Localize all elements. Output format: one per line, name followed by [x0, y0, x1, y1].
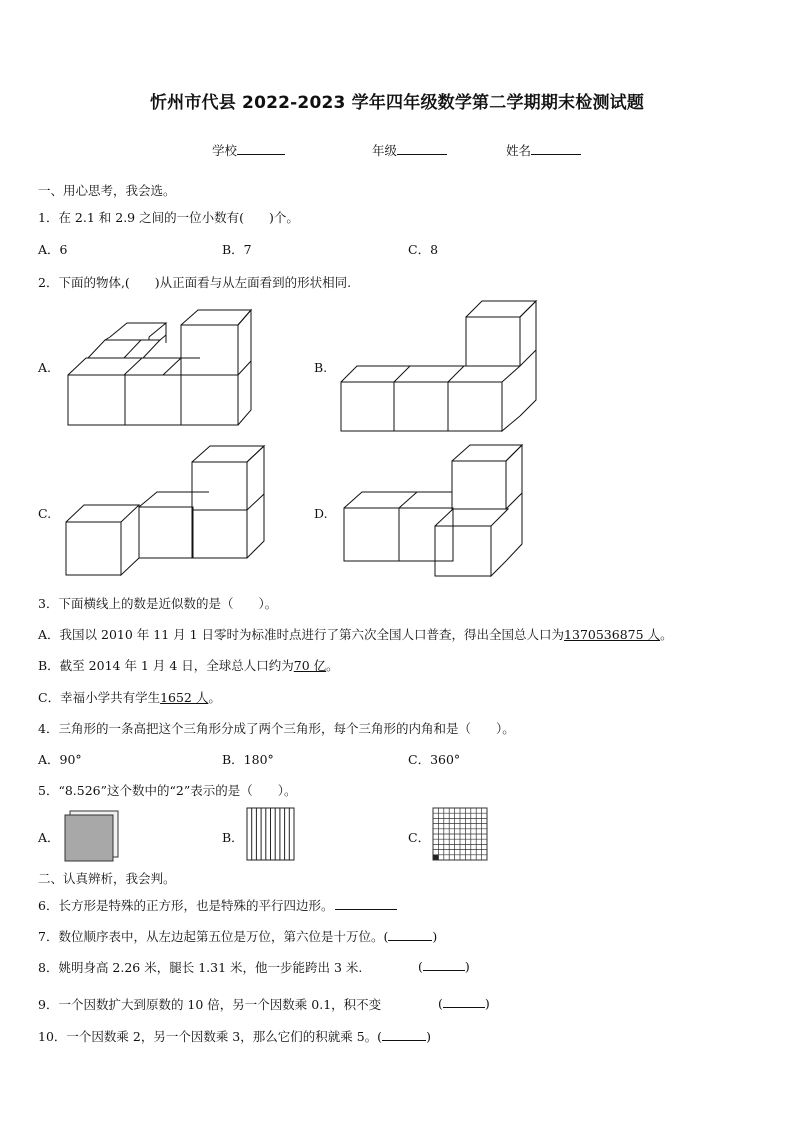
q10-close-paren: ) — [426, 1029, 431, 1044]
q3-option-c[interactable] — [38, 688, 221, 706]
q5-option-c-label[interactable]: C． — [408, 830, 431, 845]
q4-option-a[interactable]: A．90° — [38, 752, 82, 767]
q3-b-number: 70 亿 — [293, 658, 327, 673]
question-5: 5．“8.526”这个数中的“2”表示的是（ ）。 — [38, 783, 297, 798]
question-8 — [38, 958, 362, 976]
school-label: 学校 — [212, 143, 238, 158]
question-2: 2．下面的物体,( )从正面看与从左面看到的形状相同. — [38, 275, 352, 290]
name-blank[interactable] — [531, 142, 581, 155]
q3-a-number: 1370536875 人 — [564, 627, 661, 642]
q2-figure-a[interactable] — [60, 305, 260, 430]
shaded-cell — [433, 855, 438, 860]
q5-option-b-label[interactable]: B． — [222, 830, 244, 845]
q2-option-d-label[interactable]: D. — [314, 506, 328, 521]
name-field — [506, 141, 581, 159]
q1-option-b[interactable]: B．7 — [222, 242, 252, 257]
q3-b-text: B．截至 2014 年 1 月 4 日，全球总人口约为 — [38, 658, 294, 673]
q4-option-b[interactable]: B．180° — [222, 752, 274, 767]
question-3: 3．下面横线上的数是近似数的是（ ）。 — [38, 596, 278, 611]
q2-figure-c[interactable] — [64, 444, 269, 579]
q3-a-text: A．我国以 2010 年 11 月 1 日零时为标准时点进行了第六次全国人口普查，得出全国总人口为 — [38, 627, 565, 642]
q4-option-c[interactable]: C．360° — [408, 752, 461, 767]
q6-answer-blank[interactable] — [335, 897, 397, 910]
q8-answer-blank[interactable] — [423, 958, 465, 971]
q2-option-a-label[interactable]: A. — [38, 360, 52, 375]
q2-figure-d[interactable] — [342, 444, 527, 579]
q3-a-end: 。 — [660, 627, 673, 642]
q3-c-number: 1652 人 — [160, 690, 209, 705]
question-1: 1．在 2.1 和 2.9 之间的一位小数有( )个。 — [38, 210, 299, 225]
q5-figure-b-tenths[interactable] — [246, 807, 296, 861]
school-field — [212, 141, 285, 159]
q9-answer — [438, 995, 490, 1011]
q3-c-text: C．幸福小学共有学生 — [38, 690, 161, 705]
grade-label: 年级 — [372, 143, 398, 158]
q3-option-a[interactable] — [38, 625, 673, 643]
q3-c-end: 。 — [208, 690, 221, 705]
section-2-heading: 二、认真辨析，我会判。 — [38, 871, 176, 886]
q8-close-paren: ) — [464, 959, 470, 974]
q5-option-a-label[interactable]: A． — [38, 830, 60, 845]
q8-open-paren: ( — [418, 959, 423, 974]
q5-figure-a-unit-squares[interactable] — [62, 809, 122, 863]
question-10 — [38, 1027, 431, 1045]
q3-b-end: 。 — [326, 658, 339, 673]
question-7 — [38, 927, 437, 945]
q9-answer-blank[interactable] — [443, 995, 485, 1008]
q9-close-paren: ) — [484, 996, 490, 1011]
q6-text: 6．长方形是特殊的正方形，也是特殊的平行四边形。 — [38, 898, 334, 913]
question-4: 4．三角形的一条高把这个三角形分成了两个三角形，每个三角形的内角和是（ ）。 — [38, 721, 515, 736]
q2-option-c-label[interactable]: C. — [38, 506, 52, 521]
grade-field — [372, 141, 447, 159]
q10-text: 10．一个因数乘 2，另一个因数乘 3，那么它们的积就乘 5。( — [38, 1029, 383, 1044]
page-title: 忻州市代县 2022-2023 学年四年级数学第二学期期末检测试题 — [149, 93, 645, 113]
question-9 — [38, 995, 381, 1013]
q2-figure-b[interactable] — [340, 300, 540, 435]
q7-answer-blank[interactable] — [388, 928, 432, 941]
q5-figure-c-hundredths[interactable] — [432, 807, 488, 861]
q8-text: 8．姚明身高 2.26 米，腿长 1.31 米，他一步能跨出 3 米. — [38, 960, 363, 975]
grade-blank[interactable] — [397, 142, 447, 155]
q10-answer-blank[interactable] — [382, 1028, 426, 1041]
q9-open-paren: ( — [438, 996, 443, 1011]
q7-close-paren: ) — [432, 929, 438, 944]
q3-option-b[interactable] — [38, 656, 339, 674]
section-1-heading: 一、用心思考，我会选。 — [38, 183, 176, 198]
q1-option-a[interactable]: A．6 — [38, 242, 68, 257]
name-label: 姓名 — [506, 143, 532, 158]
question-6 — [38, 896, 397, 914]
q1-option-c[interactable]: C．8 — [408, 242, 439, 257]
q9-text: 9．一个因数扩大到原数的 10 倍，另一个因数乘 0.1，积不变 — [38, 997, 382, 1012]
school-blank[interactable] — [237, 142, 285, 155]
q2-option-b-label[interactable]: B. — [314, 360, 328, 375]
q8-answer — [418, 958, 470, 974]
q7-text: 7．数位顺序表中，从左边起第五位是万位，第六位是十万位。( — [38, 929, 389, 944]
